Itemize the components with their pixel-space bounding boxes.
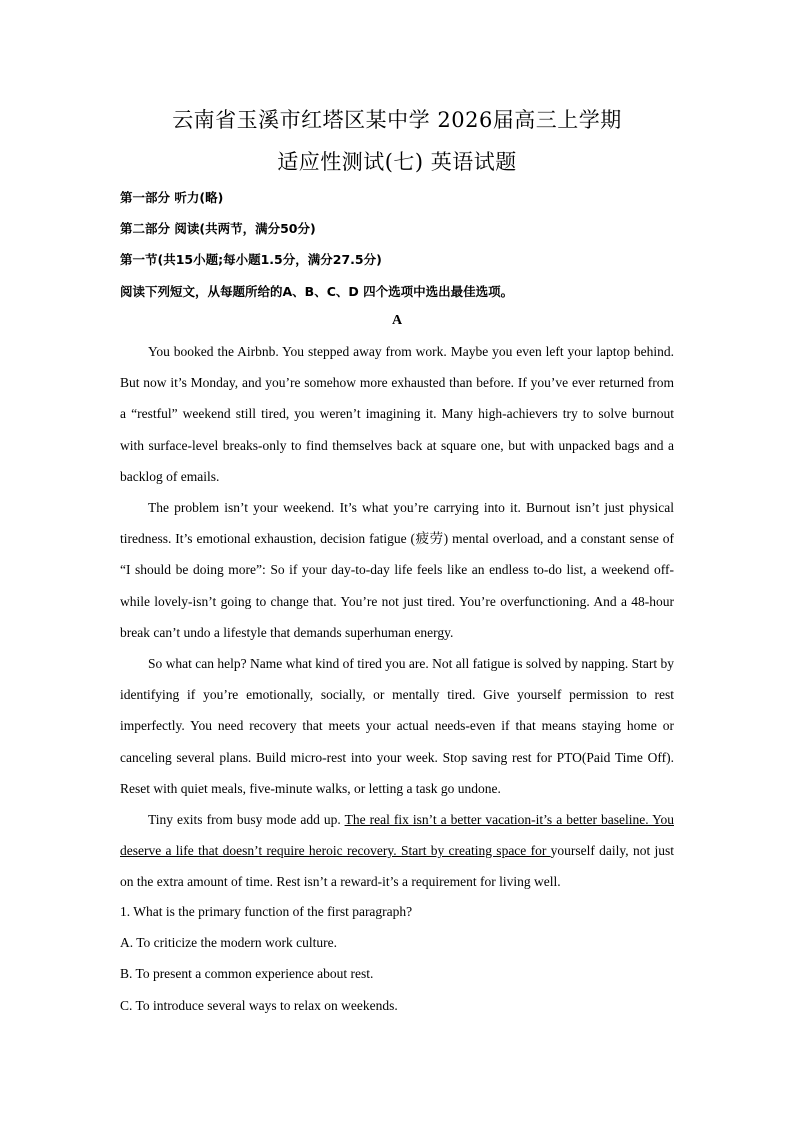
question-1-stem: 1. What is the primary function of the first paragraph?	[120, 904, 413, 919]
question-1-option-b: B. To present a common experience about rest.	[120, 966, 374, 981]
section-part2-heading: 第二部分 阅读(共两节，满分50分)	[120, 221, 316, 236]
passage-paragraph-4	[120, 804, 674, 898]
paragraph-4-end: yourself daily, not just on the extra amount of time. Rest isn’t a reward-it’s a requirement for living well.	[120, 843, 674, 890]
exam-title-line2: 适应性测试(七) 英语试题	[277, 150, 517, 174]
question-1-option-a: A. To criticize the modern work culture.	[120, 935, 337, 950]
passage-paragraph-3: So what can help? Name what kind of tired you are. Not all fatigue is solved by napping. Start by identifying if you’re emotionally, socially, or mentally tired. Give yourself permission to rest imperfectly. You need recovery that meets your actual needs-even if that means staying home or canceling several plans. Build micro-rest into your week. Stop saving rest for PTO(Paid Time Off). Reset with quiet meals, five-minute walks, or letting a task go undone.	[120, 656, 674, 796]
underlined-sentence: The real fix isn’t a better vacation-it’s a better baseline. You deserve a life that doesn’t require heroic recovery. Start by creating space for	[120, 812, 674, 859]
reading-instruction: 阅读下列短文，从每题所给的A、B、C、D 四个选项中选出最佳选项。	[120, 284, 514, 299]
passage-label: A	[391, 313, 403, 328]
section-subsection1-heading: 第一节(共15小题;每小题1.5分，满分27.5分)	[120, 252, 382, 267]
passage-body	[120, 336, 674, 898]
question-1-option-c: C. To introduce several ways to relax on weekends.	[120, 998, 398, 1013]
paragraph-4-start: Tiny exits from busy mode add up.	[148, 812, 345, 828]
exam-title-line1: 云南省玉溪市红塔区某中学 2026届高三上学期	[172, 108, 622, 132]
passage-paragraph-1: You booked the Airbnb. You stepped away from work. Maybe you even left your laptop behind. But now it’s Monday, and you’re somehow more exhausted than before. If you’ve ever returned from a “restful” weekend still tired, you weren’t imagining it. Many high-achievers try to solve burnout with surface-level breaks-only to find themselves back at square one, but with unpacked bags and a backlog of emails.	[120, 344, 674, 484]
passage-paragraph-2: The problem isn’t your weekend. It’s what you’re carrying into it. Burnout isn’t just physical tiredness. It’s emotional exhaustion, decision fatigue (疲劳) mental overload, and a constant sense of “I should be doing more”: So if your day-to-day life feels like an endless to-do list, a weekend off-while lovely-isn’t going to change that. You’re not just tired. You’re overfunctioning. And a 48-hour break can’t undo a lifestyle that demands superhuman energy.	[120, 500, 674, 640]
section-part1-heading: 第一部分 听力(略)	[120, 190, 224, 205]
